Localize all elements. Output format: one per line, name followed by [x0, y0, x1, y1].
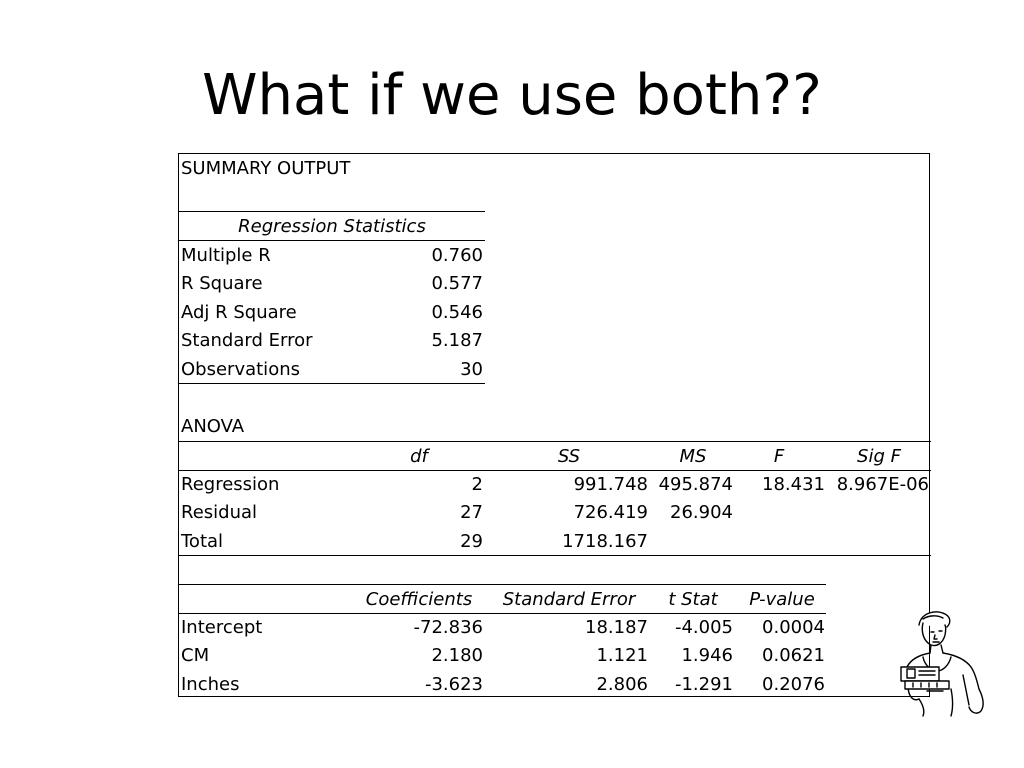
coef-header-coefficients: Coefficients [365, 589, 473, 610]
anova-header-ms: MS [679, 446, 707, 467]
anova-header-f: F [773, 446, 785, 467]
anova-ss: 1718.167 [562, 531, 648, 552]
coef-t-stat: -4.005 [674, 617, 733, 638]
coef-p-value: 0.0004 [762, 617, 825, 638]
anova-title: ANOVA [181, 416, 245, 437]
stat-label: Adj R Square [181, 302, 297, 323]
coef-p-value: 0.2076 [762, 674, 825, 695]
anova-header-sigf: Sig F [857, 446, 901, 467]
anova-row-label: Regression [181, 474, 280, 495]
anova-ss: 726.419 [573, 502, 648, 523]
coef-t-stat: -1.291 [674, 674, 733, 695]
stat-value: 0.546 [431, 302, 483, 323]
anova-ss: 991.748 [573, 474, 648, 495]
regression-output-table [178, 153, 930, 697]
coef-p-value: 0.0621 [762, 645, 825, 666]
stat-value: 0.577 [431, 273, 483, 294]
anova-row-label: Residual [181, 502, 258, 523]
divider [179, 555, 931, 556]
stat-value: 0.760 [431, 245, 483, 266]
anova-f: 18.431 [762, 474, 825, 495]
coef-row-label: CM [181, 645, 210, 666]
person-on-scale-icon [893, 605, 993, 717]
anova-sigf: 8.967E-06 [836, 474, 929, 495]
slide-title: What if we use both?? [202, 63, 822, 128]
coef-header-p-value: P-value [749, 589, 815, 610]
regression-statistics-header: Regression Statistics [238, 216, 426, 237]
anova-header-ss: SS [557, 446, 581, 467]
stat-value: 30 [460, 359, 483, 380]
stat-label: Standard Error [181, 330, 313, 351]
coef-row-label: Intercept [181, 617, 263, 638]
divider [179, 383, 485, 384]
coef-value: 2.180 [431, 645, 483, 666]
stat-label: R Square [181, 273, 263, 294]
anova-header-df: df [410, 446, 428, 467]
anova-df: 27 [460, 502, 483, 523]
coef-header-standard-error: Standard Error [502, 589, 636, 610]
anova-ms: 26.904 [670, 502, 733, 523]
coef-row-label: Inches [181, 674, 240, 695]
coef-value: -72.836 [413, 617, 483, 638]
coef-value: -3.623 [424, 674, 483, 695]
anova-df: 29 [460, 531, 483, 552]
stat-value: 5.187 [431, 330, 483, 351]
stat-label: Multiple R [181, 245, 271, 266]
anova-df: 2 [471, 474, 483, 495]
coef-t-stat: 1.946 [681, 645, 733, 666]
summary-output-title: SUMMARY OUTPUT [181, 158, 351, 179]
coef-se: 18.187 [585, 617, 648, 638]
anova-row-label: Total [181, 531, 224, 552]
coef-se: 2.806 [596, 674, 648, 695]
anova-ms: 495.874 [658, 474, 733, 495]
coef-header-t-stat: t Stat [668, 589, 718, 610]
coef-se: 1.121 [596, 645, 648, 666]
stat-label: Observations [181, 359, 300, 380]
